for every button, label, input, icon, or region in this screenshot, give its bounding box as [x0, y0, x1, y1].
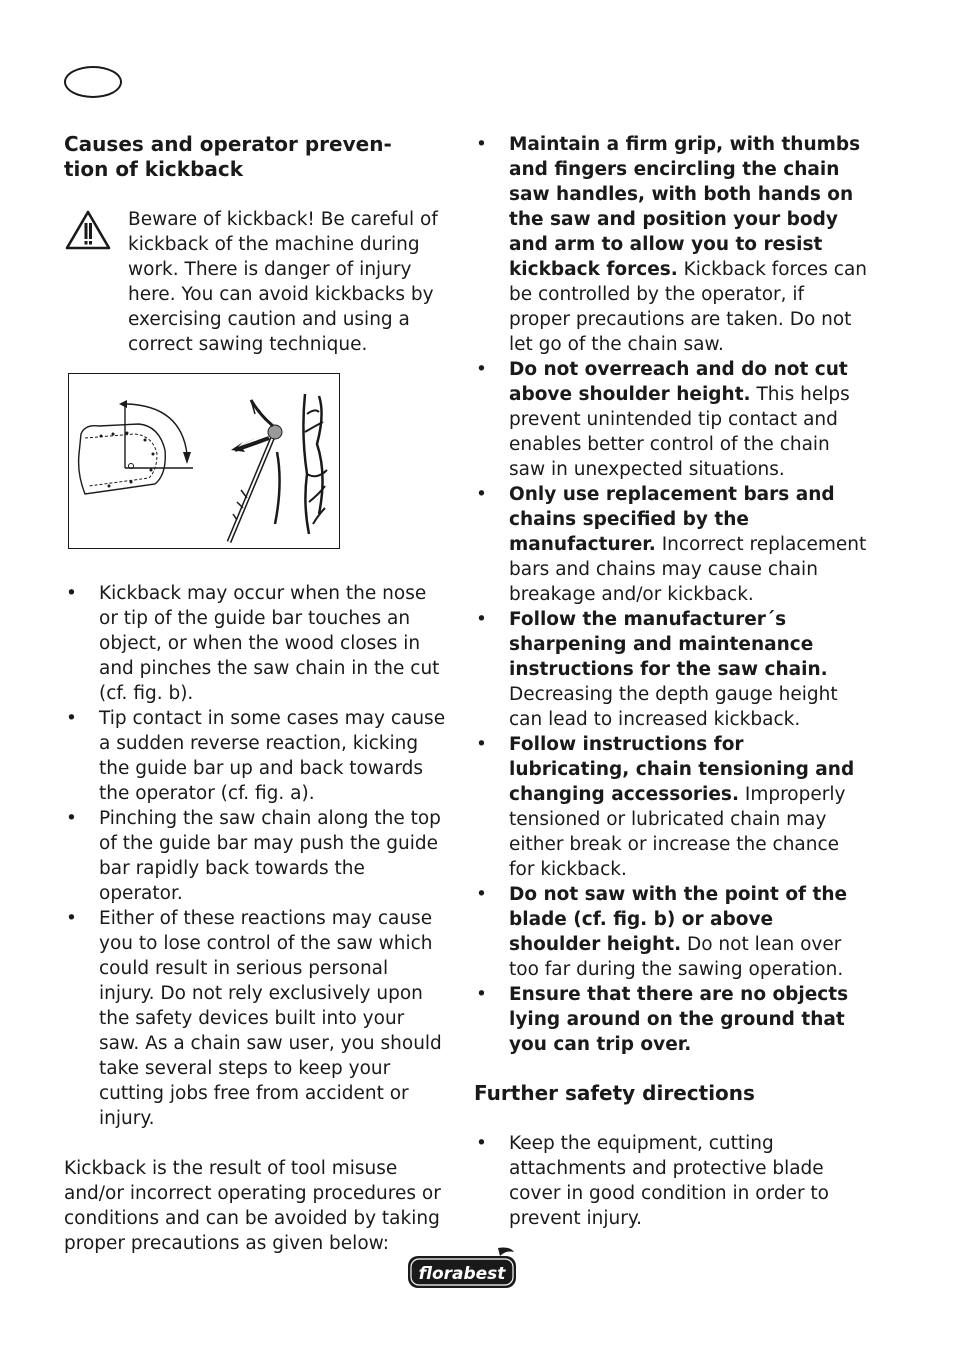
left-column: [64, 132, 449, 1256]
kickback-illustration: [68, 373, 340, 549]
list-item: • Pinching the saw chain along the top of the guide bar may push the guide bar rapidly back towards the operator.: [66, 808, 441, 904]
language-indicator-oval: [64, 66, 122, 98]
kickback-causes-list: [64, 581, 449, 1131]
section-heading-kickback: Causes and operator preven- tion of kickback: [64, 132, 392, 181]
kickback-summary-paragraph: Kickback is the result of tool misuse and/or incorrect operating procedures or conditions and can be avoided by taking proper precautions as given below:: [64, 1158, 441, 1254]
warning-triangle-icon: [64, 207, 128, 357]
list-item: • Do not saw with the point of the blade (cf. fig. b) or above shoulder height. Do not lean over too far during the sawing operation.: [476, 884, 848, 980]
list-item: • Ensure that there are no objects lying around on the ground that you can trip over.: [476, 984, 849, 1055]
further-safety-list: [474, 1131, 869, 1231]
florabest-logo: [406, 1246, 518, 1290]
right-column: [474, 132, 869, 1231]
list-item: • Maintain a firm grip, with thumbs and fingers encircling the chain saw handles, with both hands on the saw and position your body and arm to allow you to resist kickback forces. Kickback forces can be controlled by the operator, if proper precautions are taken. Do not let go of the chain saw.: [476, 134, 868, 355]
list-item: • Kickback may occur when the nose or tip of the guide bar touches an object, or when the wood closes in and pinches the saw chain in the cut (cf. fig. b).: [66, 583, 440, 704]
list-item: • Only use replacement bars and chains specified by the manufacturer. Incorrect replacement bars and chains may cause chain breakage and/or kickback.: [476, 484, 867, 605]
list-item: • Tip contact in some cases may cause a sudden reverse reaction, kicking the guide bar up and back towards the operator (cf. fig. a).: [66, 708, 446, 804]
list-item: • Follow the manufacturer´s sharpening and maintenance instructions for the saw chain. Decreasing the depth gauge height can lead to increased kickback.: [476, 609, 838, 730]
svg-text:florabest: florabest: [418, 1264, 506, 1284]
warning-text: Beware of kickback! Be careful of kickback of the machine during work. There is danger of injury here. You can avoid kickbacks by exercising caution and using a correct sawing technique.: [128, 209, 438, 355]
list-item: • Follow instructions for lubricating, chain tensioning and changing accessories. Improperly tensioned or lubricated chain may either break or increase the chance for kickback.: [476, 734, 855, 880]
section-heading-further-safety: Further safety directions: [474, 1081, 755, 1105]
list-item: • Do not overreach and do not cut above shoulder height. This helps prevent unintended tip contact and enables better control of the chain saw in unexpected situations.: [476, 359, 850, 480]
kickback-warning: [64, 207, 449, 357]
list-item: • Keep the equipment, cutting attachments and protective blade cover in good condition in order to prevent injury.: [476, 1133, 830, 1229]
list-item: • Either of these reactions may cause you to lose control of the saw which could result in serious personal injury. Do not rely exclusively upon the safety devices built into your saw. As a chain saw user, you should take several steps to keep your cutting jobs free from accident or injury.: [66, 908, 442, 1129]
kickback-prevention-list: [474, 132, 869, 1057]
guide-bar-shape: [79, 424, 166, 494]
